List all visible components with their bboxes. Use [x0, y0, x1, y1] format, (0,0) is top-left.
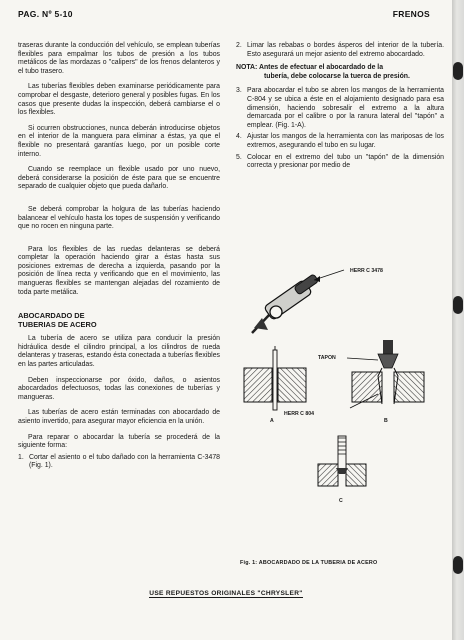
list-item-number: 5. — [236, 153, 242, 161]
die-block-right — [394, 372, 424, 402]
label-herr-3478: HERR C 3478 — [350, 268, 383, 274]
paragraph: Deben inspeccionarse por óxido, daños, o asientos abocardados defectuosos, todas las conexiones de tuberías y mangueras. — [18, 376, 220, 401]
page-footer — [0, 590, 452, 597]
page-header — [18, 9, 430, 19]
panel-c — [318, 436, 366, 504]
paragraph: Se deberá comprobar la holgura de las tuberías haciendo balancear el vehículo hasta los topes de suspensión y verificando que no rocen en ninguna parte. — [18, 205, 220, 231]
section-title: FRENOS — [392, 9, 430, 19]
paragraph: Las tuberías flexibles deben examinarse periódicamente para comprobar el desgaste, deterioro general y posibles fugas. En los casos que presente dudas la inspección, deberá cambiarse el o los flexibles. — [18, 83, 220, 117]
list-item — [236, 133, 444, 150]
die-block-left — [318, 464, 338, 486]
list-item — [18, 454, 220, 471]
list-item-text: Limar las rebabas o bordes ásperos del interior de la tubería. Esto asegurará un mejor asiento del extremo abocardado. — [247, 42, 444, 58]
flaring-figure — [232, 258, 446, 548]
list-item-text: Colocar en el extremo del tubo un "tapón" de la dimensión correcta y presionar por medio de — [247, 153, 444, 170]
list-item-text: Ajustar los mangos de la herramienta con las mariposas de los extremos, asegurando el tubo en su lugar. — [247, 133, 444, 149]
note-text: Antes de efectuar el abocardado de la — [258, 64, 384, 72]
die-block-right — [278, 368, 306, 402]
list-item — [236, 87, 444, 130]
footer-text: USE REPUESTOS ORIGINALES "CHRYSLER" — [149, 590, 303, 597]
paragraph: Las tuberías de acero están terminadas con abocardado de asiento invertido, para asegurar mayor eficiencia en la unión. — [18, 409, 220, 425]
tube-section — [273, 350, 277, 410]
label-leader — [347, 358, 378, 360]
list-item-text: Cortar el asiento o el tubo dañado con la herramienta C-3478 (Fig. 1). — [29, 453, 220, 470]
note-label: NOTA: — [236, 64, 258, 72]
list-item-number: 1. — [18, 453, 24, 461]
list-item — [236, 154, 444, 171]
note — [236, 64, 444, 81]
binder-hole — [453, 556, 463, 574]
die-block-left — [352, 372, 382, 402]
section-heading-line: ABOCARDADO DE — [18, 311, 85, 321]
list-item — [236, 42, 444, 59]
paragraph: Si ocurren obstrucciones, nunca deberán introducirse objetos en el interior de la manguera para eliminar a éstas, ya que el flexible no presentará garantías luego, por un posible corte interno. — [18, 124, 220, 158]
die-block-right — [346, 464, 366, 486]
label-a: A — [270, 418, 274, 424]
list-item-text: Para abocardar el tubo se abren los mangos de la herramienta C-804 y se ubica a éste en el alojamiento designado para esa dimensión, haciendo sobresalir el extremo a la altura demarcada por el calibre o por la ranura lateral del "tapón" a emplear. (Fig. 1-A). — [247, 87, 444, 129]
paragraph: traseras durante la conducción del vehículo, se emplean tuberías flexibles para empalmar los tubos de presión a los tubos metálicos de las mordazas o "calipers" de los frenos delanteros y el tubo trasero. — [18, 42, 220, 75]
note-text: tubería, debe colocarse la tuerca de presión. — [264, 72, 410, 80]
tube-section — [338, 436, 346, 470]
label-c: C — [339, 498, 343, 504]
list-item-number: 2. — [236, 42, 242, 49]
list-item-number: 4. — [236, 133, 242, 141]
plug-head — [378, 354, 398, 368]
plug-stem — [383, 340, 393, 354]
binder-hole — [453, 62, 463, 80]
cutter-tool-illustration — [252, 268, 383, 333]
label-b: B — [384, 418, 388, 424]
label-tapon: TAPON — [318, 355, 336, 361]
list-item-number: 3. — [236, 87, 242, 95]
section-heading — [18, 311, 220, 329]
paragraph: Para los flexibles de las ruedas delanteras se deberá completar la operación haciendo girar a éstas hasta sus posiciones extremas de derecha a izquierda, pasando por la posición de línea recta y verificando que en el movimiento, las mangueras flexibles se mantengan alejadas del rozamiento de toda parte metálica. — [18, 245, 220, 296]
label-herr-804: HERR C 804 — [284, 411, 314, 417]
paragraph: La tubería de acero se utiliza para conducir la presión hidráulica desde el cilindro principal, a los cilindros de rueda delanteras y traseras, estando ésta conectada a tuberías flexibles en las partes articuladas. — [18, 335, 220, 369]
paragraph: Cuando se reemplace un flexible usado por uno nuevo, deberá considerarse la posición de éste para que se encuentre separado de cualquier objeto que pueda dañarlo. — [18, 166, 220, 191]
page-number: PAG. Nº 5-10 — [18, 9, 73, 19]
paragraph: Para reparar o abocardar la tubería se procederá de la siguiente forma: — [18, 433, 220, 450]
cutter-wheel — [270, 306, 282, 318]
binder-edge — [452, 0, 464, 640]
binder-hole — [453, 296, 463, 314]
figure-caption: Fig. 1: ABOCARDADO DE LA TUBERIA DE ACERO — [240, 560, 378, 566]
right-column — [236, 42, 444, 174]
section-heading-line: TUBERIAS DE ACERO — [18, 320, 97, 330]
die-block-left — [244, 368, 272, 402]
left-column — [18, 42, 220, 474]
